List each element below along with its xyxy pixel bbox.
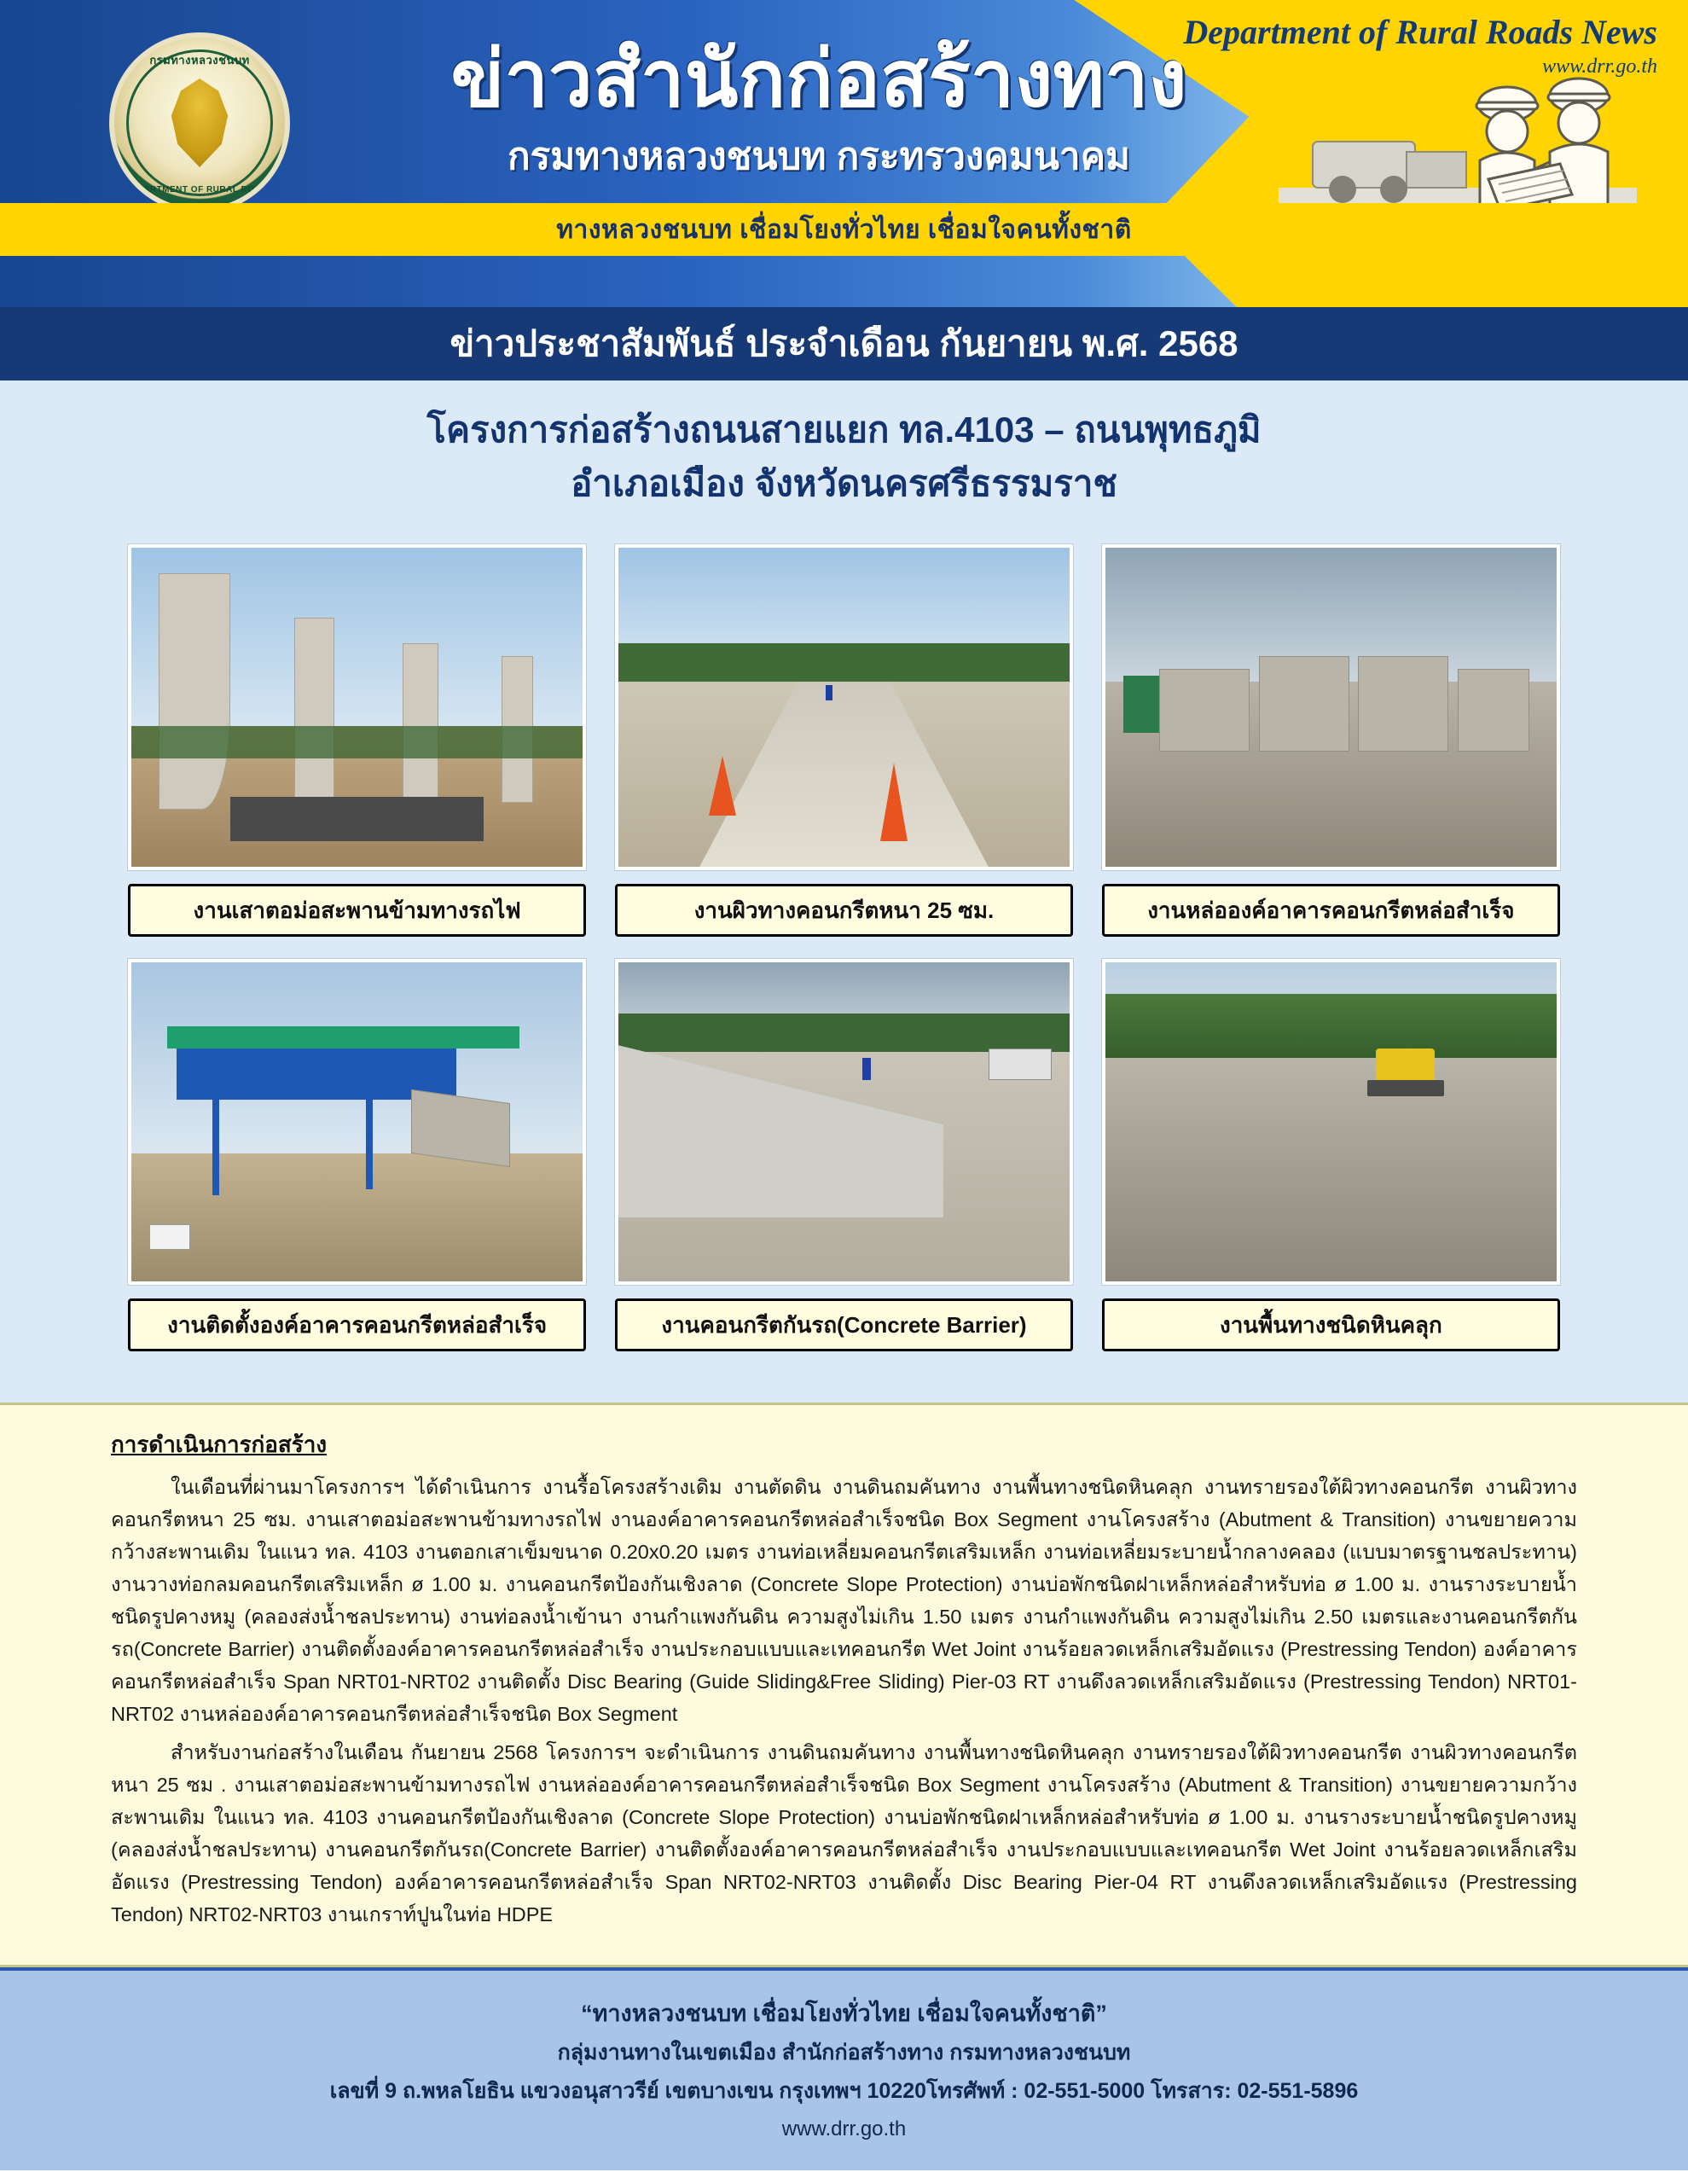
vehicle (149, 1224, 190, 1250)
month-bar (0, 307, 1688, 380)
masthead-subtitle: กรมทางหลวงชนบท กระทรวงคมนาคม (507, 135, 1131, 177)
slogan-strip (0, 203, 1688, 256)
crushed-rock-base (1105, 1058, 1557, 1281)
worker-figure (826, 685, 832, 700)
tree-line (618, 1014, 1070, 1052)
body-paragraph-previous-month: ในเดือนที่ผ่านมาโครงการฯ ได้ดำเนินการ งานรื้อโครงสร้างเดิม งานตัดดิน งานดินถมคันทาง งานพื้นทางชนิดหินคลุก งานทรายรองใต้ผิวทางคอนกรีต งานผิวทางคอนกรีตหนา 25 ซม. งานเสาตอม่อสะพานข้ามทางรถไฟ งานองค์อาคารคอนกรีตหล่อสำเร็จชนิด Box Segment งานโครงสร้าง (Abutment & Transition) งานขยายความกว้างสะพานเดิม ในแนว ทล. 4103 งานตอกเสาเข็มขนาด 0.20x0.20 เมตร งานท่อเหลี่ยมคอนกรีตเสริมเหล็ก งานท่อเหลี่ยมระบายน้ำกลางคลอง (แบบมาตรฐานชลประทาน) งานวางท่อกลมคอนกรีตเสริมเหล็ก ø 1.00 ม. งานคอนกรีตป้องกันเชิงลาด (Concrete Slope Protection) งานบ่อพักชนิดฝาเหล็กหล่อสำหรับท่อ ø 1.00 ม. งานรางระบายน้ำชนิดรูปคางหมู (คลองส่งน้ำชลประทาน) งานท่อลงน้ำเข้านา งานกำแพงกันดิน ความสูงไม่เกิน 1.50 เมตร งานกำแพงกันดิน ความสูงไม่เกิน 2.50 เมตรและงานคอนกรีตกันรถ(Concrete Barrier) งานติดตั้งองค์อาคารคอนกรีตหล่อสำเร็จ งานประกอบแบบและเทคอนกรีต Wet Joint งานร้อยลวดเหล็กเสริมอัดแรง (Prestressing Tendon) องค์อาคารคอนกรีตหล่อสำเร็จ Span NRT01-NRT02 งานติดตั้ง Disc Bearing (Guide Sliding&Free Sliding) Pier-03 RT งานดึงลวดเหล็กเสริมอัดแรง (Prestressing Tendon) NRT01-NRT02 งานหล่อองค์อาคารคอนกรีตหล่อสำเร็จชนิด Box Segment (111, 1476, 1577, 1726)
banner-content (0, 0, 1688, 256)
shadow-area (230, 797, 483, 841)
masthead (316, 36, 1322, 186)
header-banner (0, 0, 1688, 307)
photo-precast-segment-casting (1102, 544, 1560, 870)
logo-top-label: กรมทางหลวงชนบท (149, 54, 250, 67)
photo-caption-text: งานเสาตอม่อสะพานข้ามทางรถไฟ (193, 897, 521, 923)
footer-website[interactable]: www.drr.go.th (781, 2117, 907, 2141)
precast-segment (1259, 656, 1349, 752)
photo-caption (1102, 1298, 1560, 1351)
footer-address: เลขที่ 9 ถ.พหลโยธิน แขวงอนุสาวรีย์ เขตบางเขน กรุงเทพฯ 10220โทรศัพท์ : 02-551-5000 โทรสาร: 02-551-5896 (329, 2079, 1359, 2104)
vehicle (989, 1048, 1052, 1080)
photo-cell (128, 959, 586, 1351)
pier-column (294, 618, 335, 803)
photo-caption (128, 1298, 586, 1351)
project-title-block (0, 380, 1688, 529)
tree-line (1105, 994, 1557, 1064)
photo-ground (131, 1153, 583, 1281)
project-title-line1: โครงการก่อสร้างถนนสายแยก ทล.4103 – ถนนพุทธภูมิ (426, 410, 1262, 450)
photo-cell (128, 544, 586, 937)
construction-progress-panel (0, 1403, 1688, 1967)
traffic-cone-icon (709, 756, 736, 816)
department-website: www.drr.go.th (1542, 55, 1657, 78)
body-paragraph-next-month: สำหรับงานก่อสร้างในเดือน กันยายน 2568 โครงการฯ จะดำเนินการ งานดินถมคันทาง งานพื้นทางชนิดหินคลุก งานทรายรองใต้ผิวทางคอนกรีต งานผิวทางคอนกรีตหนา 25 ซม . งานเสาตอม่อสะพานข้ามทางรถไฟ งานหล่อองค์อาคารคอนกรีตหล่อสำเร็จชนิด Box Segment งานโครงสร้าง (Abutment & Transition) งานขยายความกว้างสะพานเดิม ในแนว ทล. 4103 งานคอนกรีตป้องกันเชิงลาด (Concrete Slope Protection) งานบ่อพักชนิดฝาเหล็กหล่อสำหรับท่อ ø 1.00 ม. งานรางระบายน้ำชนิดรูปคางหมู (คลองส่งน้ำชลประทาน) งานคอนกรีตกันรถ(Concrete Barrier) งานติดตั้งองค์อาคารคอนกรีตหล่อสำเร็จ งานประกอบแบบและเทคอนกรีต Wet Joint งานร้อยลวดเหล็กเสริมอัดแรง (Prestressing Tendon) องค์อาคารคอนกรีตหล่อสำเร็จ Span NRT02-NRT03 งานติดตั้ง Disc Bearing Pier-04 RT งานดึงลวดเหล็กเสริมอัดแรง (Prestressing Tendon) NRT02-NRT03 งานเกราท์ปูนในท่อ HDPE (111, 1740, 1577, 1926)
gantry-leg (366, 1100, 373, 1189)
department-logo (109, 32, 290, 213)
body-heading: การดำเนินการก่อสร้าง (111, 1432, 328, 1457)
photo-caption (615, 884, 1073, 937)
photo-row (128, 959, 1560, 1351)
pier-column (159, 573, 231, 810)
photo-cell (1102, 544, 1560, 937)
masthead-title: ข่าวสำนักก่อสร้างทาง (450, 36, 1187, 123)
precast-segment (1358, 656, 1448, 752)
gantry-leg (212, 1100, 219, 1195)
photo-caption-text: งานพื้นทางชนิดหินคลุก (1220, 1311, 1442, 1338)
tree-line (131, 726, 583, 758)
photo-gallery (0, 529, 1688, 1403)
worker-figure (862, 1058, 871, 1080)
photo-caption (128, 884, 586, 937)
department-name-en: Department of Rural Roads News (1183, 13, 1657, 51)
photo-launching-gantry-erection (128, 959, 586, 1285)
precast-segment (1159, 669, 1250, 752)
month-bar-text: ข่าวประชาสัมพันธ์ ประจำเดือน กันยายน พ.ศ. 2568 (450, 323, 1238, 363)
photo-cell (615, 959, 1073, 1351)
photo-caption (615, 1298, 1073, 1351)
project-title-line2: อำเภอเมือง จังหวัดนครศรีธรรมราช (571, 463, 1117, 503)
page-footer (0, 1967, 1688, 2171)
photo-concrete-barrier (615, 959, 1073, 1285)
photo-crushed-rock-base-rolling (1102, 959, 1560, 1285)
photo-caption-text: งานผิวทางคอนกรีตหนา 25 ซม. (693, 897, 995, 923)
green-tarp (1123, 676, 1159, 733)
photo-bridge-pier-columns (128, 544, 586, 870)
photo-concrete-pavement (615, 544, 1073, 870)
footer-organization: กลุ่มงานทางในเขตเมือง สำนักก่อสร้างทาง กรมทางหลวงชนบท (557, 2041, 1131, 2065)
footer-slogan: “ทางหลวงชนบท เชื่อมโยงทั่วไทย เชื่อมใจคนทั้งชาติ” (581, 2000, 1107, 2026)
photo-caption-text: งานติดตั้งองค์อาคารคอนกรีตหล่อสำเร็จ (167, 1311, 548, 1338)
roller-drum (1367, 1080, 1444, 1096)
tree-line (618, 643, 1070, 682)
traffic-cone-icon (880, 763, 908, 841)
slogan-strip-text: ทางหลวงชนบท เชื่อมโยงทั่วไทย เชื่อมใจคนทั้งชาติ (556, 215, 1132, 244)
photo-caption-text: งานหล่อองค์อาคารคอนกรีตหล่อสำเร็จ (1147, 897, 1515, 923)
precast-segment (1458, 669, 1530, 752)
pier-column (403, 643, 438, 803)
photo-cell (1102, 959, 1560, 1351)
photo-row (128, 544, 1560, 937)
logo-bottom-label: DEPARTMENT OF RURAL ROADS (125, 185, 275, 195)
gantry-truss (167, 1026, 519, 1048)
photo-cell (615, 544, 1073, 937)
photo-caption (1102, 884, 1560, 937)
photo-caption-text: งานคอนกรีตกันรถ(Concrete Barrier) (661, 1311, 1027, 1338)
